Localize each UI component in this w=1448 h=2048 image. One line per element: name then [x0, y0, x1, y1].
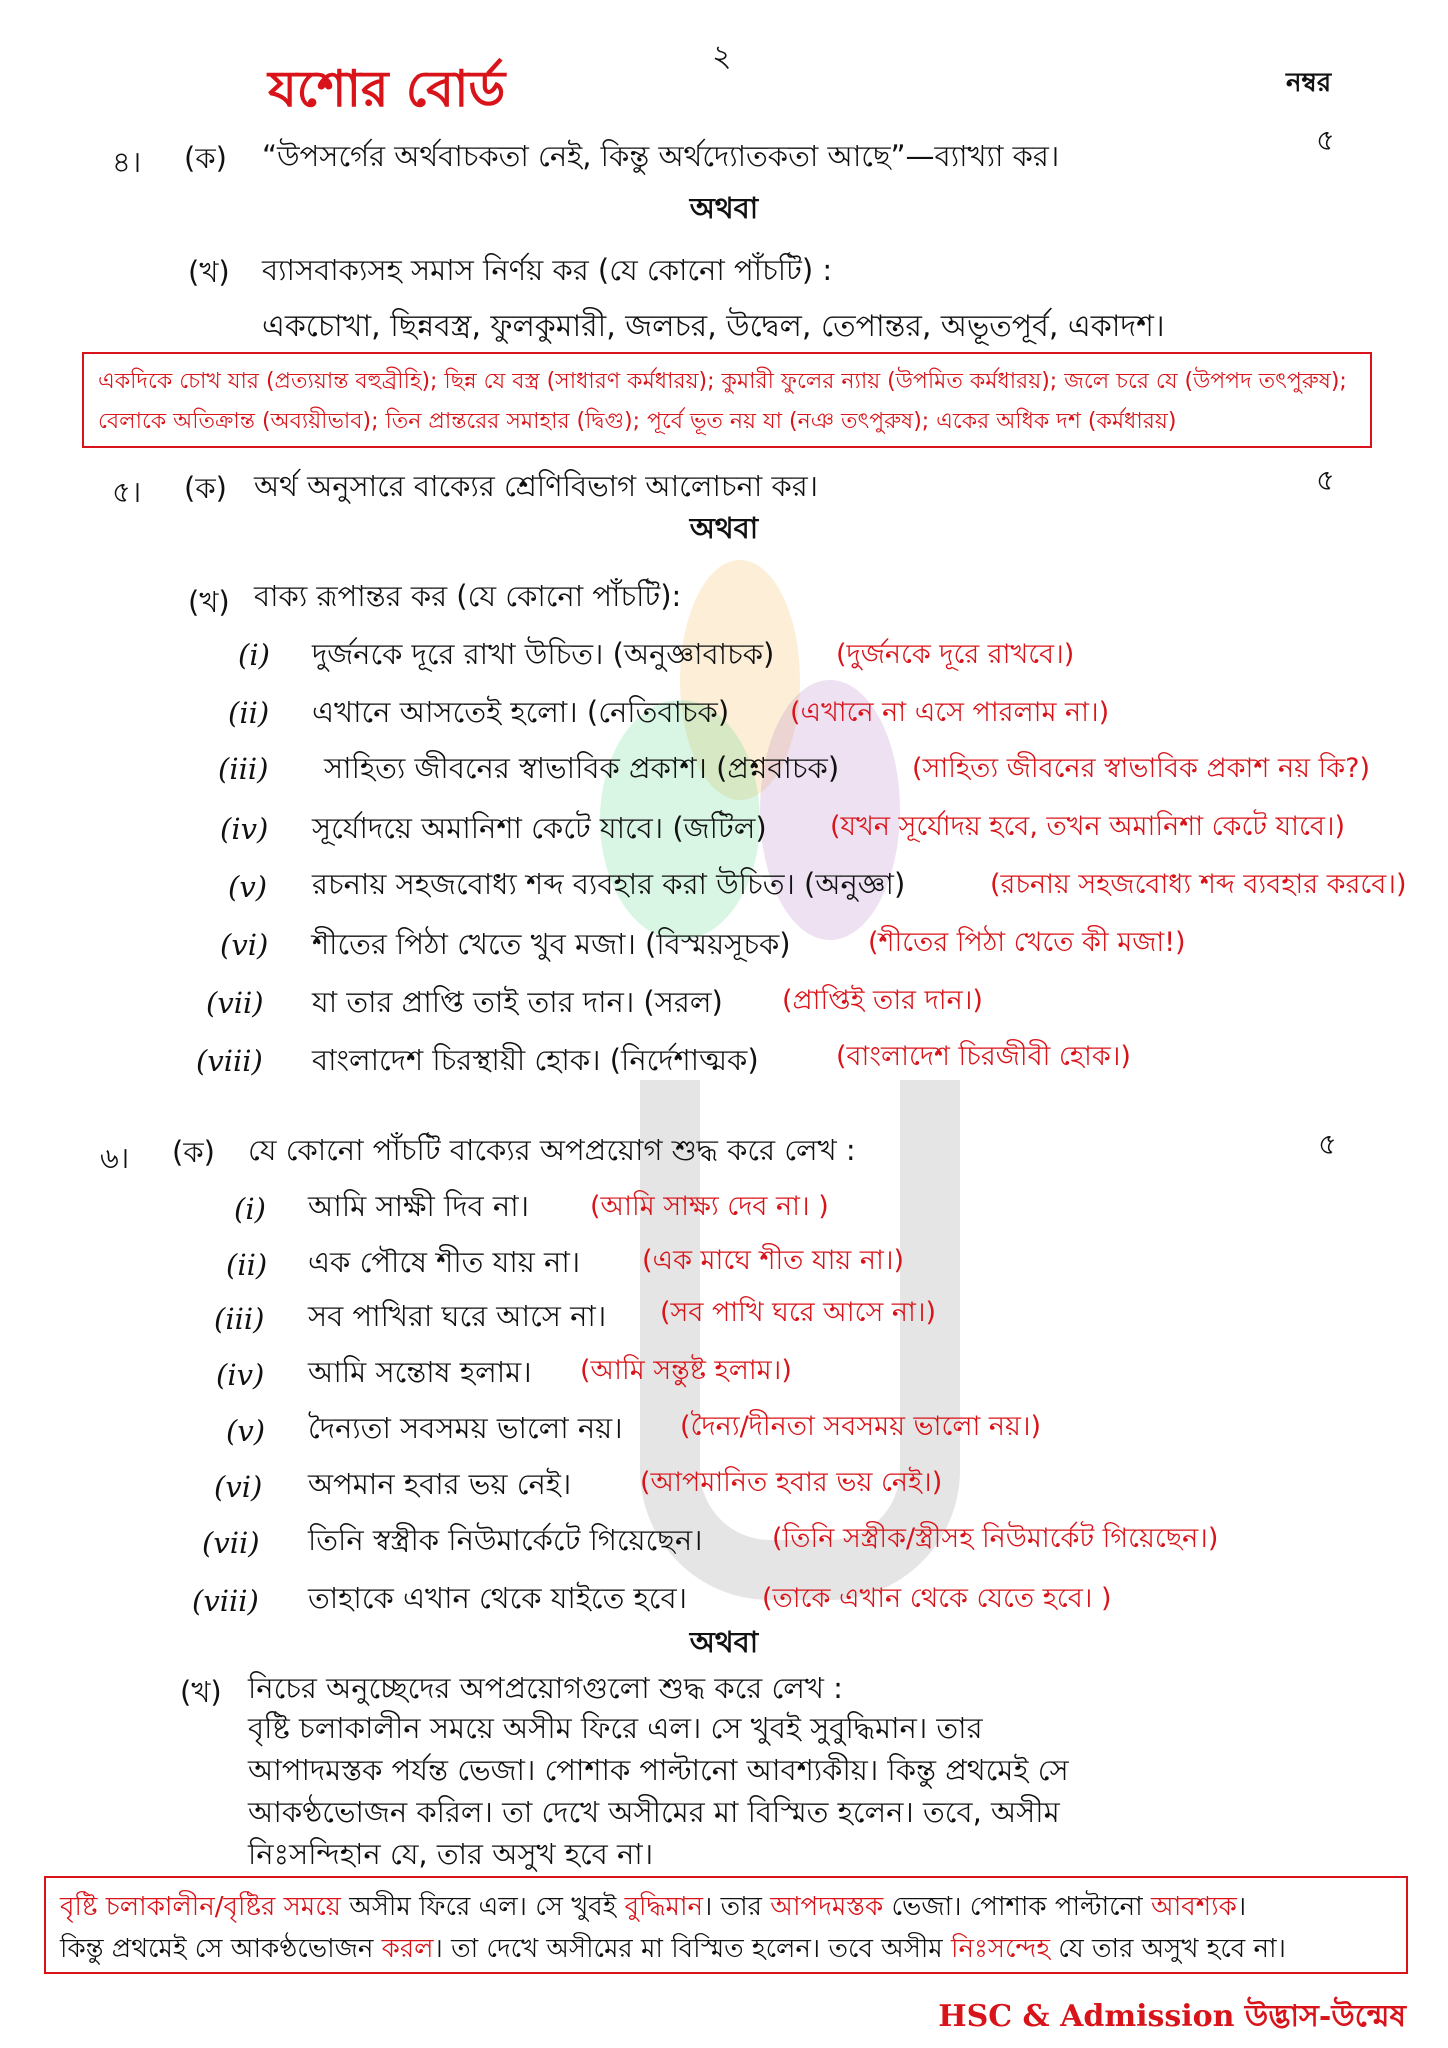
q6-answer-box: [44, 1876, 1408, 1974]
q4-marks: ৫: [1316, 123, 1335, 157]
q6-item-text: তিনি স্বস্ত্রীক নিউমার্কেটে গিয়েছেন।: [308, 1523, 703, 1557]
q6-item-num: (vi): [214, 1470, 263, 1504]
q4-a-text: “উপসর্গের অর্থবাচকতা নেই, কিন্তু অর্থদ্যোতকতা আছে”—ব্যাখ্যা কর।: [262, 139, 1060, 173]
q5-item-num: (ii): [228, 696, 270, 730]
q4-answer-line1: একদিকে চোখ যার (প্রত্যয়ান্ত বহুব্রীহি); ছিন্ন যে বস্ত্র (সাধারণ কর্মধারয়); কুমারী ফুলের ন্যায় (উপমিত কর্মধারয়); জলে চরে যে (উপপদ তৎপুরুষ);: [98, 369, 1347, 394]
answer-text: কিন্তু প্রথমেই সে আকণ্ঠভোজন: [60, 1934, 382, 1964]
correction: বুদ্ধিমান: [624, 1892, 704, 1922]
q6-item-text: আমি সন্তোষ হলাম।: [308, 1355, 532, 1389]
correction: করল: [381, 1934, 434, 1964]
q5-a-label: (ক): [184, 471, 227, 505]
q6-item-text: সব পাখিরা ঘরে আসে না।: [308, 1299, 607, 1333]
q6-item-answer: (তাকে এখান থেকে যেতে হবে। ): [762, 1583, 1112, 1614]
q5-or: অথবা: [689, 511, 759, 545]
q5-item-text: যা তার প্রাপ্তি তাই তার দান। (সরল): [312, 985, 723, 1019]
q6-item-num: (vii): [202, 1526, 260, 1560]
q6-a-label: (ক): [172, 1135, 215, 1169]
q5-item-text: রচনায় সহজবোধ্য শব্দ ব্যবহার করা উচিত। (অনুজ্ঞা): [312, 867, 906, 901]
q5-item-num: (iv): [220, 812, 269, 846]
q5-item-num: (vi): [220, 928, 269, 962]
q5-item-answer: (রচনায় সহজবোধ্য শব্দ ব্যবহার করবে।): [990, 869, 1407, 900]
q4-answer-line2: বেলাকে অতিক্রান্ত (অব্যয়ীভাব); তিন প্রান্তরের সমাহার (দ্বিগু); পূর্বে ভূত নয় যা (নঞ তৎপুরুষ); একের অধিক দশ (কর্মধারয়): [98, 409, 1177, 434]
q6-item-num: (iii): [214, 1302, 265, 1336]
q5-item-text: দুর্জনকে দূরে রাখা উচিত। (অনুজ্ঞাবাচক): [312, 637, 775, 671]
q6-item-answer: (সব পাখি ঘরে আসে না।): [660, 1297, 937, 1328]
q5-item-text: শীতের পিঠা খেতে খুব মজা। (বিস্ময়সূচক): [312, 927, 791, 961]
q6-item-text: আমি সাক্ষী দিব না।: [308, 1189, 530, 1223]
footer-brand: HSC & Admission উদ্ভাস-উন্মেষ: [938, 1999, 1406, 2034]
q5-item-answer: (বাংলাদেশ চিরজীবী হোক।): [836, 1041, 1131, 1072]
answer-text: । তার: [703, 1892, 771, 1922]
q6-item-text: অপমান হবার ভয় নেই।: [308, 1467, 572, 1501]
q6-item-answer: (এক মাঘে শীত যায় না।): [642, 1245, 905, 1276]
page-number: ২: [712, 39, 732, 74]
answer-text: । তা দেখে অসীমের মা বিস্মিত হলেন। তবে অসীম: [433, 1934, 952, 1964]
q5-b-text: বাক্য রূপান্তর কর (যে কোনো পাঁচটি):: [254, 579, 682, 613]
paragraph-line: আপাদমস্তক পর্যন্ত ভেজা। পোশাক পাল্টানো আবশ্যকীয়। কিন্তু প্রথমেই সে: [248, 1753, 1069, 1787]
q6-item-answer: (তিনি সস্ত্রীক/স্ত্রীসহ নিউমার্কেট গিয়েছেন।): [772, 1523, 1219, 1554]
q6-b-text: নিচের অনুচ্ছেদের অপপ্রয়োগগুলো শুদ্ধ করে লেখ :: [248, 1671, 843, 1705]
q6-item-answer: (আমি সাক্ষ্য দেব না। ): [590, 1191, 829, 1222]
q5-item-answer: (দুর্জনকে দূরে রাখবে।): [836, 639, 1075, 670]
q5-item-num: (v): [228, 870, 268, 904]
q6-item-text: এক পৌষে শীত যায় না।: [308, 1245, 581, 1279]
q5-item-answer: (এখানে না এসে পারলাম না।): [790, 697, 1110, 728]
q5-a-text: অর্থ অনুসারে বাক্যের শ্রেণিবিভাগ আলোচনা কর।: [254, 469, 819, 503]
q5-item-answer: (যখন সূর্যোদয় হবে, তখন অমানিশা কেটে যাবে।): [830, 811, 1346, 842]
answer-text: ভেজা। পোশাক পাল্টানো: [883, 1892, 1151, 1922]
q5-item-num: (i): [238, 638, 270, 672]
q6-item-num: (v): [226, 1414, 266, 1448]
q5-item-num: (iii): [218, 752, 269, 786]
paragraph-line: বৃষ্টি চলাকালীন সময়ে অসীম ফিরে এল। সে খুবই সুবুদ্ধিমান। তার: [248, 1711, 983, 1745]
q4-b-label: (খ): [188, 255, 230, 289]
q5-item-text: সূর্যোদয়ে অমানিশা কেটে যাবে। (জটিল): [312, 811, 767, 845]
q6-item-num: (viii): [192, 1584, 259, 1618]
q6-item-answer: (দৈন্য/দীনতা সবসময় ভালো নয়।): [680, 1411, 1042, 1442]
q4-words: একচোখা, ছিন্নবস্ত্র, ফুলকুমারী, জলচর, উদ্বেল, তেপান্তর, অভূতপূর্ব, একাদশ।: [262, 309, 1165, 344]
q5-item-answer: (প্রাপ্তিই তার দান।): [782, 985, 983, 1016]
paragraph-line: নিঃসন্দিহান যে, তার অসুখ হবে না।: [248, 1837, 654, 1871]
q5-item-text: এখানে আসতেই হলো। (নেতিবাচক): [312, 695, 730, 729]
q5-item-text: সাহিত্য জীবনের স্বাভাবিক প্রকাশ। (প্রশ্নবাচক): [324, 751, 840, 785]
board-title: যশোর বোর্ড: [268, 60, 506, 118]
q4-a-label: (ক): [184, 141, 227, 175]
q6-number: ৬।: [100, 1141, 130, 1175]
q6-a-text: যে কোনো পাঁচটি বাক্যের অপপ্রয়োগ শুদ্ধ করে লেখ :: [248, 1133, 856, 1167]
q6-b-label: (খ): [180, 1675, 222, 1709]
correction: আপদমস্তক: [770, 1892, 884, 1922]
q6-item-num: (iv): [216, 1358, 265, 1392]
q6-answer-line1: [60, 1886, 1246, 1930]
q6-item-text: তাহাকে এখান থেকে যাইতে হবে।: [308, 1581, 687, 1615]
q5-number: ৫।: [112, 475, 142, 509]
q5-marks: ৫: [1316, 463, 1335, 497]
marks-header: নম্বর: [1286, 68, 1332, 98]
q5-b-label: (খ): [188, 585, 230, 619]
q6-item-answer: (আপমানিত হবার ভয় নেই।): [640, 1467, 943, 1498]
q4-number: ৪।: [112, 145, 142, 179]
q5-item-num: (vii): [206, 986, 264, 1020]
paragraph-line: আকণ্ঠভোজন করিল। তা দেখে অসীমের মা বিস্মিত হলেন। তবে, অসীম: [248, 1795, 1060, 1829]
q6-marks: ৫: [1318, 1127, 1337, 1161]
correction: আবশ্যক: [1150, 1892, 1237, 1922]
correction: নিঃসন্দেহ: [951, 1934, 1050, 1964]
q6-item-answer: (আমি সন্তুষ্ট হলাম।): [580, 1355, 792, 1386]
q4-answer-box: [82, 352, 1372, 448]
q6-or: অথবা: [689, 1625, 759, 1659]
q5-item-num: (viii): [196, 1044, 263, 1078]
q5-item-answer: (সাহিত্য জীবনের স্বাভাবিক প্রকাশ নয় কি?): [912, 753, 1371, 784]
q6-answer-line2: [60, 1928, 1286, 1972]
q5-item-text: বাংলাদেশ চিরস্থায়ী হোক। (নির্দেশাত্মক): [312, 1043, 759, 1077]
answer-text: যে তার অসুখ হবে না।: [1049, 1934, 1286, 1964]
q5-item-answer: (শীতের পিঠা খেতে কী মজা!): [868, 927, 1186, 958]
answer-text: ।: [1236, 1892, 1247, 1922]
q4-or: অথবা: [689, 191, 759, 225]
q6-item-text: দৈন্যতা সবসময় ভালো নয়।: [308, 1411, 623, 1445]
answer-text: অসীম ফিরে এল। সে খুবই: [340, 1892, 625, 1922]
q6-item-num: (i): [234, 1192, 266, 1226]
q4-b-text: ব্যাসবাক্যসহ সমাস নির্ণয় কর (যে কোনো পাঁচটি) :: [262, 253, 833, 287]
q6-item-num: (ii): [226, 1248, 268, 1282]
correction: বৃষ্টি চলাকালীন/বৃষ্টির সময়ে: [60, 1892, 341, 1922]
